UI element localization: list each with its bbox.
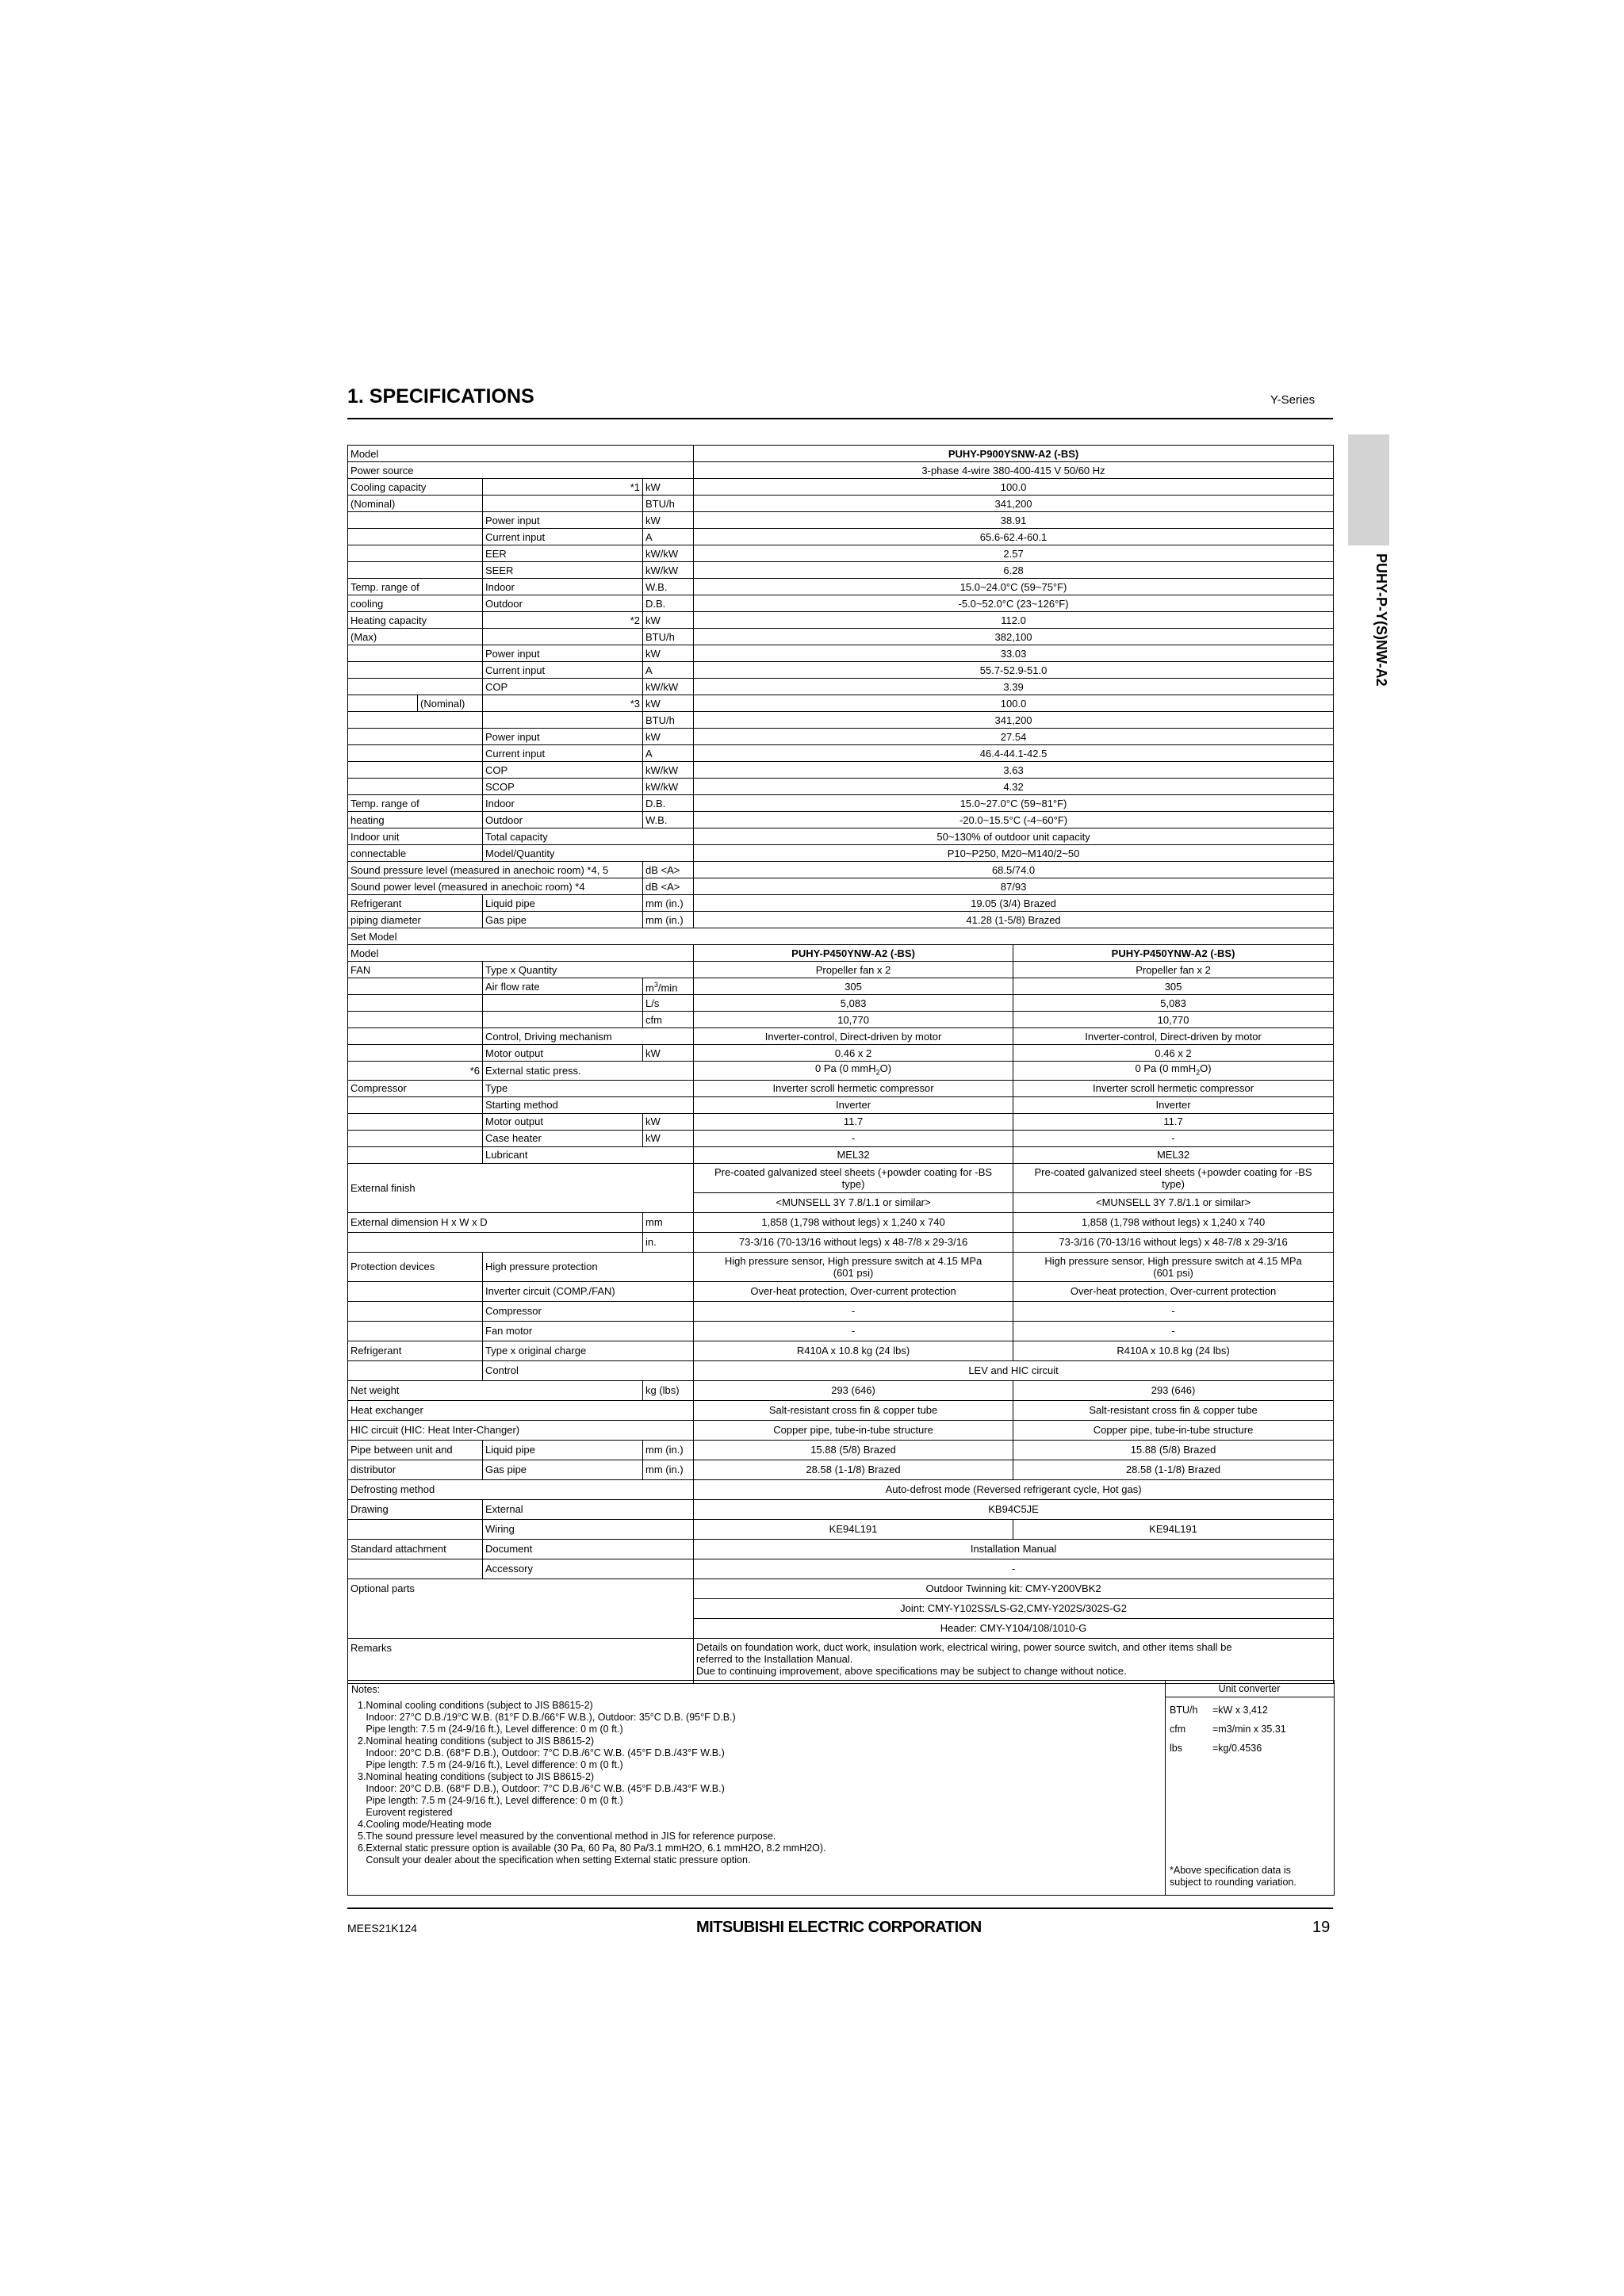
table-row: External finish Pre-coated galvanized steel sheets (+powder coating for -BS type) Pre-coated galvanized steel sheets (+powder coating for -BS type) (348, 1163, 1334, 1192)
table-row: SCOP kW/kW 4.32 (348, 779, 1334, 795)
footer-rule (347, 1908, 1333, 1909)
table-row: connectable Model/Quantity P10~P250, M20~M140/2~50 (348, 845, 1334, 862)
rounding-note: *Above specification data is subject to rounding variation. (1170, 1865, 1297, 1888)
table-row: Case heater kW - - (348, 1130, 1334, 1146)
table-row: Drawing External KB94C5JE (348, 1499, 1334, 1519)
notes-box (347, 1680, 1335, 1896)
table-row: Power input kW 27.54 (348, 729, 1334, 745)
table-row: Remarks Details on foundation work, duct work, insulation work, electrical wiring, power source switch, and other items shall be referred to the Installation Manual. Due to continuing improvement, above specifications may be subject to change without notice. (348, 1638, 1334, 1683)
table-row: SEER kW/kW 6.28 (348, 562, 1334, 579)
table-row: Fan motor - - (348, 1321, 1334, 1341)
note-line: Pipe length: 7.5 m (24-9/16 ft.), Level difference: 0 m (0 ft.) (358, 1795, 623, 1806)
table-row: L/s 5,083 5,083 (348, 995, 1334, 1012)
series-label: Y-Series (1270, 393, 1316, 407)
table-row: Starting method Inverter Inverter (348, 1096, 1334, 1113)
table-row: Model PUHY-P450YNW-A2 (-BS) PUHY-P450YNW-A2 (-BS) (348, 945, 1334, 962)
corporation-logo: MITSUBISHI ELECTRIC CORPORATION (696, 1919, 982, 1936)
table-row: Control, Driving mechanism Inverter-control, Direct-driven by motor Inverter-control, Direct-driven by motor (348, 1028, 1334, 1045)
note-line: 3.Nominal heating conditions (subject to JIS B8615-2) (358, 1771, 595, 1782)
table-row: distributor Gas pipe mm (in.) 28.58 (1-1/8) Brazed 28.58 (1-1/8) Brazed (348, 1460, 1334, 1479)
table-row: Indoor unit Total capacity 50~130% of outdoor unit capacity (348, 828, 1334, 845)
table-row: Wiring KE94L191 KE94L191 (348, 1519, 1334, 1539)
unit-converter-title: Unit converter (1165, 1681, 1334, 1697)
table-row: EER kW/kW 2.57 (348, 545, 1334, 562)
table-row: Accessory - (348, 1559, 1334, 1578)
table-row: Air flow rate $m^3/\min$ 305 305 (348, 978, 1334, 995)
header-rule (347, 418, 1333, 419)
converter-unit: lbs (1170, 1743, 1182, 1754)
table-row: *6 External static press. 0 Pa (0 mmH$_2$O) 0 Pa (0 mmH$_2$O) (348, 1062, 1334, 1081)
table-row: Motor output kW 0.46 x 2 0.46 x 2 (348, 1045, 1334, 1062)
page-number: 19 (1312, 1919, 1331, 1936)
table-row: Motor output kW 11.7 11.7 (348, 1113, 1334, 1130)
notes-title: Notes: (351, 1684, 381, 1695)
table-row: Control LEV and HIC circuit (348, 1360, 1334, 1380)
table-row: Header: CMY-Y104/108/1010-G (348, 1618, 1334, 1638)
table-row: Cooling capacity *1 kW 100.0 (348, 479, 1334, 496)
table-row: in. 73-3/16 (70-13/16 without legs) x 48-7/8 x 29-3/16 73-3/16 (70-13/16 without legs) x 48-7/8 x 29-3/16 (348, 1232, 1334, 1252)
table-row: Refrigerant Type x original charge R410A x 10.8 kg (24 lbs) R410A x 10.8 kg (24 lbs) (348, 1341, 1334, 1360)
table-row: Lubricant MEL32 MEL32 (348, 1146, 1334, 1163)
converter-unit: BTU/h (1170, 1705, 1198, 1716)
table-row: Power source 3-phase 4-wire 380-400-415 V 50/60 Hz (348, 462, 1334, 479)
table-row: Set Model (348, 928, 1334, 945)
converter-formula: =kg/0.4536 (1212, 1743, 1262, 1754)
spec-table (347, 445, 1334, 1684)
table-row: Optional parts Outdoor Twinning kit: CMY-Y200VBK2 (348, 1578, 1334, 1598)
table-row: External dimension H x W x D mm 1,858 (1,798 without legs) x 1,240 x 740 1,858 (1,798 without legs) x 1,240 x 740 (348, 1212, 1334, 1232)
side-tab (1348, 434, 1389, 545)
table-row: Pipe between unit and Liquid pipe mm (in.) 15.88 (5/8) Brazed 15.88 (5/8) Brazed (348, 1440, 1334, 1460)
table-row: Current input A 65.6-62.4-60.1 (348, 529, 1334, 545)
table-row: Temp. range of Indoor D.B. 15.0~27.0°C (59~81°F) (348, 795, 1334, 812)
table-row: Power input kW 33.03 (348, 645, 1334, 662)
table-row: piping diameter Gas pipe mm (in.) 41.28 (1-5/8) Brazed (348, 912, 1334, 928)
table-row: FAN Type x Quantity Propeller fan x 2 Propeller fan x 2 (348, 962, 1334, 978)
table-row: Sound pressure level (measured in anechoic room) *4, 5 dB <A> 68.5/74.0 (348, 862, 1334, 878)
table-row: heating Outdoor W.B. -20.0~15.5°C (-4~60°F) (348, 812, 1334, 828)
notes-panel (348, 1681, 1166, 1895)
table-row: cooling Outdoor D.B. -5.0~52.0°C (23~126°F) (348, 595, 1334, 612)
table-row: Net weight kg (lbs) 293 (646) 293 (646) (348, 1380, 1334, 1400)
table-row: Compressor - - (348, 1301, 1334, 1321)
note-line: 2.Nominal heating conditions (subject to JIS B8615-2) (358, 1735, 595, 1747)
note-line: Pipe length: 7.5 m (24-9/16 ft.), Level difference: 0 m (0 ft.) (358, 1724, 623, 1735)
note-line: 1.Nominal cooling conditions (subject to JIS B8615-2) (358, 1700, 593, 1711)
table-row: Sound power level (measured in anechoic room) *4 dB <A> 87/93 (348, 878, 1334, 895)
table-row: cfm 10,770 10,770 (348, 1012, 1334, 1028)
table-row: Current input A 55.7-52.9-51.0 (348, 662, 1334, 679)
table-row: Inverter circuit (COMP./FAN) Over-heat protection, Over-current protection Over-heat protection, Over-current protection (348, 1281, 1334, 1301)
note-line: 6.External static pressure option is available (30 Pa, 60 Pa, 80 Pa/3.1 mmH2O, 6.1 mmH2O, 8.2 mmH2O). (358, 1843, 826, 1854)
note-line: Eurovent registered (358, 1807, 453, 1818)
note-line: 4.Cooling mode/Heating mode (358, 1819, 492, 1830)
table-row: Power input kW 38.91 (348, 512, 1334, 529)
table-row: (Nominal) BTU/h 341,200 (348, 496, 1334, 512)
table-row: (Nominal) *3 kW 100.0 (348, 695, 1334, 712)
note-line: Indoor: 27°C D.B./19°C W.B. (81°F D.B./66°F W.B.), Outdoor: 35°C D.B. (95°F D.B.) (358, 1712, 736, 1723)
doc-code: MEES21K124 (347, 1922, 417, 1934)
table-row: Refrigerant Liquid pipe mm (in.) 19.05 (3/4) Brazed (348, 895, 1334, 912)
note-line: Pipe length: 7.5 m (24-9/16 ft.), Level difference: 0 m (0 ft.) (358, 1759, 623, 1770)
table-row: (Max) BTU/h 382,100 (348, 629, 1334, 645)
table-row: BTU/h 341,200 (348, 712, 1334, 729)
table-row: Compressor Type Inverter scroll hermetic compressor Inverter scroll hermetic compressor (348, 1080, 1334, 1096)
note-line: Indoor: 20°C D.B. (68°F D.B.), Outdoor: 7°C D.B./6°C W.B. (45°F D.B./43°F W.B.) (358, 1783, 725, 1794)
note-line: 5.The sound pressure level measured by the conventional method in JIS for reference purpose. (358, 1831, 776, 1842)
table-row: Temp. range of Indoor W.B. 15.0~24.0°C (59~75°F) (348, 579, 1334, 595)
note-line: Indoor: 20°C D.B. (68°F D.B.), Outdoor: 7°C D.B./6°C W.B. (45°F D.B./43°F W.B.) (358, 1747, 725, 1758)
table-row: Heating capacity *2 kW 112.0 (348, 612, 1334, 629)
side-tab-label: PUHY-P-Y(S)NW-A2 (1373, 553, 1389, 687)
table-row: Joint: CMY-Y102SS/LS-G2,CMY-Y202S/302S-G2 (348, 1598, 1334, 1618)
table-row: HIC circuit (HIC: Heat Inter-Changer) Copper pipe, tube-in-tube structure Copper pipe, tube-in-tube structure (348, 1420, 1334, 1440)
table-row: Standard attachment Document Installation Manual (348, 1539, 1334, 1559)
table-row: Current input A 46.4-44.1-42.5 (348, 745, 1334, 762)
note-line: Consult your dealer about the specification when setting External static pressure option. (358, 1854, 751, 1866)
converter-unit: cfm (1170, 1724, 1186, 1735)
table-row: Heat exchanger Salt-resistant cross fin & copper tube Salt-resistant cross fin & copper tube (348, 1400, 1334, 1420)
converter-formula: =m3/min x 35.31 (1212, 1724, 1286, 1735)
table-row: Defrosting method Auto-defrost mode (Reversed refrigerant cycle, Hot gas) (348, 1479, 1334, 1499)
table-row: <MUNSELL 3Y 7.8/1.1 or similar> <MUNSELL 3Y 7.8/1.1 or similar> (348, 1192, 1334, 1212)
table-row: Protection devices High pressure protection High pressure sensor, High pressure switch at 4.15 MPa (601 psi) High pressure sensor, High pressure switch at 4.15 MPa (601 psi) (348, 1252, 1334, 1281)
table-row: COP kW/kW 3.39 (348, 679, 1334, 695)
converter-formula: =kW x 3,412 (1212, 1705, 1268, 1716)
table-row: COP kW/kW 3.63 (348, 762, 1334, 779)
table-row: Model PUHY-P900YSNW-A2 (-BS) (348, 446, 1334, 462)
page-title: 1. SPECIFICATIONS (347, 385, 534, 408)
